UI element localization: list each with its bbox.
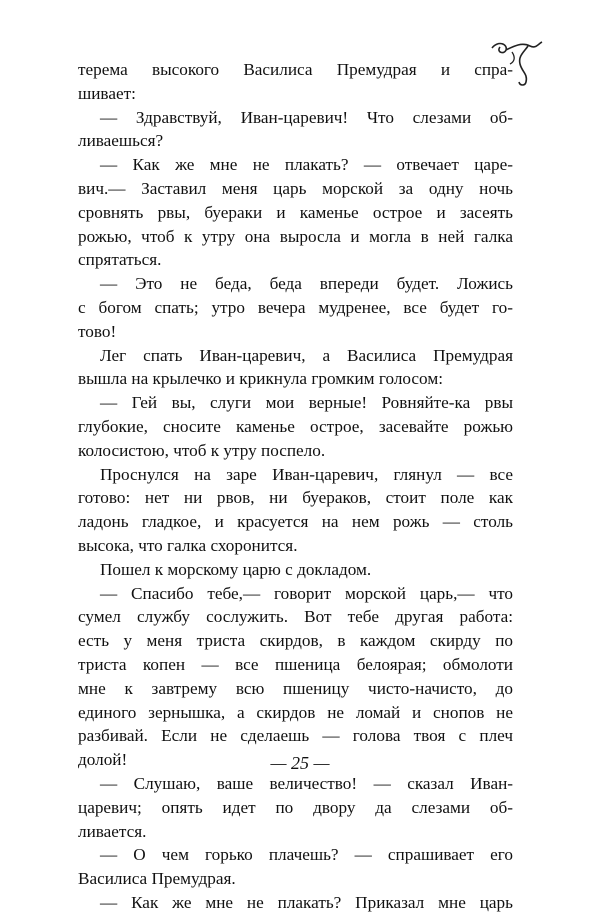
text-line: — Здравствуй, Иван-царевич! Что слезами об- [100, 107, 513, 127]
text-line: сумел службу сослужить. Вот тебе другая работа: [78, 607, 513, 627]
text-line: Лег спать Иван-царевич, а Василиса Премудрая [100, 345, 513, 365]
text-line: готово: нет ни рвов, ни буераков, стоит поле как [78, 488, 513, 508]
text-line: единого зернышка, а скирдов не ломай и снопов не [78, 702, 513, 722]
text-line: — Спасибо тебе,— говорит морской царь,— что [100, 583, 513, 603]
text-line: есть у меня триста скирдов, в каждом скирду по [78, 631, 513, 651]
text-line: Василиса Премудрая. [78, 869, 236, 889]
text-line: триста копен — все пшеница белоярая; обмолоти [78, 654, 513, 674]
text-line: мне к завтрему всю пшеницу чисто-начисто, до [78, 678, 513, 698]
text-line: глубокие, сносите каменье острое, засевайте рожью [78, 416, 513, 436]
text-line: высока, что галка схоронится. [78, 535, 298, 555]
page-number [0, 753, 600, 774]
text-line: долой! [78, 750, 128, 770]
text-line: разбивай. Если не сделаешь — голова твоя с плеч [78, 726, 513, 746]
text-line: Пошел к морскому царю с докладом. [100, 559, 372, 579]
text-line: сровнять рвы, буераки и каменье острое и засеять [78, 202, 513, 222]
text-line: царевич; опять идет по двору да слезами об- [78, 797, 513, 817]
text-line: колосистою, чтоб к утру поспело. [78, 440, 326, 460]
text-line: терема высокого Василиса Премудрая и спра- [78, 60, 513, 79]
text-line: ливаешься? [78, 131, 164, 151]
text-line: шивает: [78, 83, 136, 103]
text-line: рожью, чтоб к утру она выросла и могла в ней галка [78, 226, 513, 246]
text-line: — Как же мне не плакать? — отвечает царе- [100, 155, 513, 175]
text-line: вышла на крылечко и крикнула громким голосом: [78, 369, 443, 389]
text-line: ладонь гладкое, и красуется на нем рожь — столь [78, 512, 513, 532]
page-number-text: — 25 — [270, 753, 330, 773]
page-text [78, 58, 513, 915]
text-line: — Как же мне не плакать? Приказал мне царь [100, 892, 513, 912]
text-line: — Это не беда, беда впереди будет. Ложись [100, 274, 513, 294]
text-line: вич.— Заставил меня царь морской за одну ночь [78, 178, 513, 198]
text-line: — Слушаю, ваше величество! — сказал Иван- [100, 773, 513, 793]
text-line: ливается. [78, 821, 147, 841]
text-line: спрятаться. [78, 250, 162, 270]
text-line: с богом спать; утро вечера мудренее, все будет го- [78, 297, 513, 317]
text-line: — О чем горько плачешь? — спрашивает его [100, 845, 513, 865]
text-line: тово! [78, 321, 117, 341]
text-line: Проснулся на заре Иван-царевич, глянул — все [100, 464, 513, 484]
text-line: — Гей вы, слуги мои верные! Ровняйте-ка рвы [100, 393, 513, 413]
